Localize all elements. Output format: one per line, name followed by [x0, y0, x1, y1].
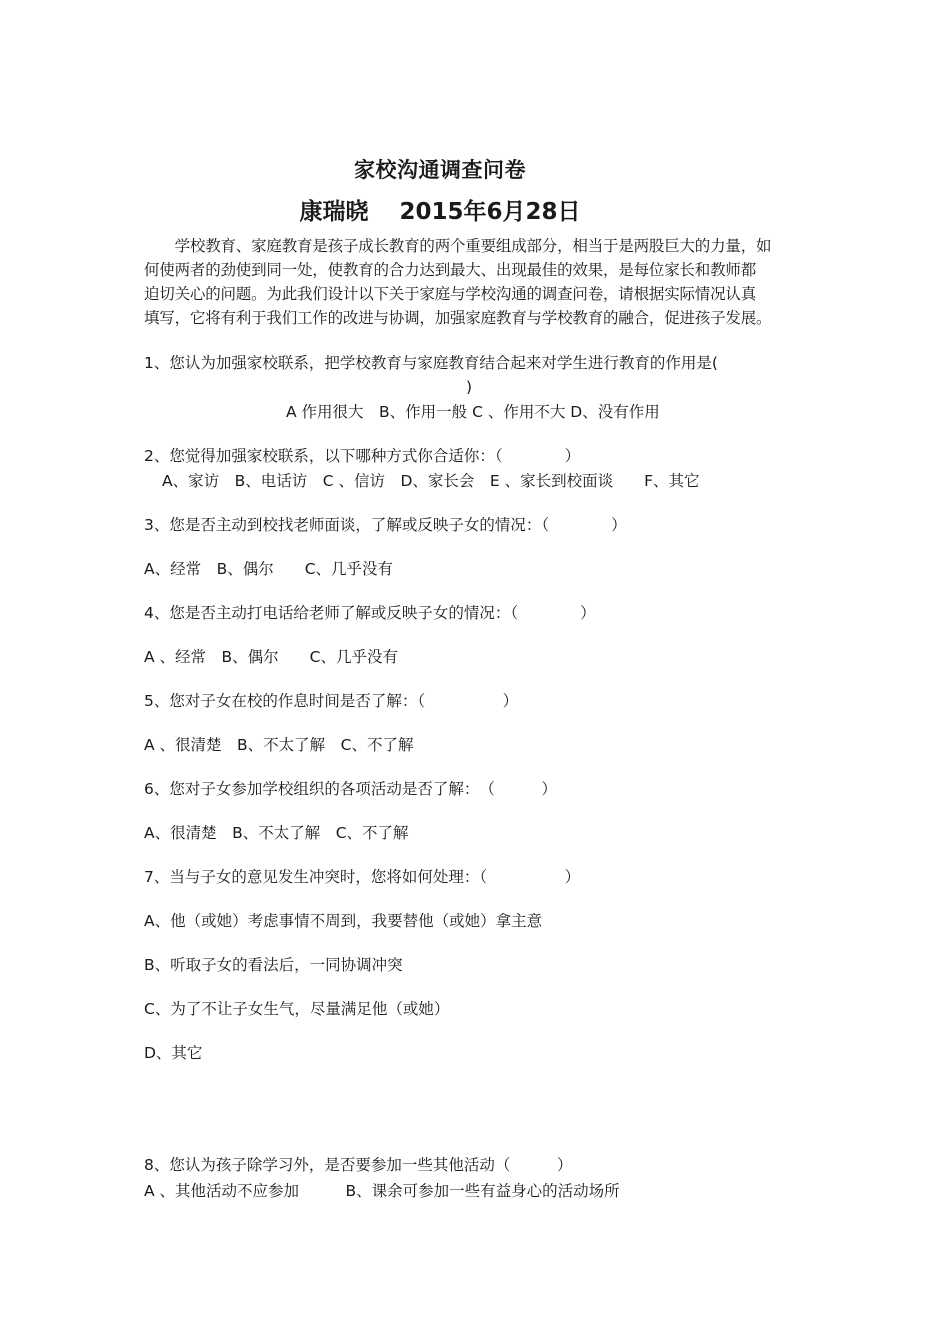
- document-author-date: 康瑞晓 2015年6月28日: [299, 199, 581, 225]
- question-8-options: A 、其他活动不应参加 B、课余可参加一些有益身心的活动场所: [144, 1182, 620, 1200]
- intro-line-3: 迫切关心的问题。为此我们设计以下关于家庭与学校沟通的调查问卷，请根据实际情况认真: [144, 285, 757, 303]
- question-7-option-b: B、听取子女的看法后，一同协调冲突: [144, 956, 403, 974]
- question-2-text: 2、您觉得加强家校联系，以下哪种方式你合适你：（ ）: [144, 447, 581, 465]
- question-1-text: 1、您认为加强家校联系，把学校教育与家庭教育结合起来对学生进行教育的作用是(: [144, 354, 718, 372]
- question-7-option-d: D、其它: [144, 1044, 203, 1062]
- question-7-text: 7、当与子女的意见发生冲突时，您将如何处理：（ ）: [144, 868, 581, 886]
- intro-line-2: 何使两者的劲使到同一处，使教育的合力达到最大、出现最佳的效果，是每位家长和教师都: [144, 261, 757, 279]
- question-5-options: A 、很清楚 B、不太了解 C、不了解: [144, 736, 414, 754]
- question-1-options: A 作用很大 B、作用一般 C 、作用不大 D、没有作用: [286, 403, 660, 421]
- question-2-options: A、家访 B、电话访 C 、信访 D、家长会 E 、家长到校面谈 F、其它: [162, 472, 700, 490]
- question-4-text: 4、您是否主动打电话给老师了解或反映子女的情况：（ ）: [144, 604, 596, 622]
- question-3-text: 3、您是否主动到校找老师面谈，了解或反映子女的情况：（ ）: [144, 516, 627, 534]
- document-title: 家校沟通调查问卷: [354, 158, 526, 182]
- intro-line-1: 学校教育、家庭教育是孩子成长教育的两个重要组成部分，相当于是两股巨大的力量，如: [144, 237, 772, 255]
- intro-line-4: 填写，它将有利于我们工作的改进与协调，加强家庭教育与学校教育的融合，促进孩子发展。: [144, 309, 772, 327]
- question-3-options: A、经常 B、偶尔 C、几乎没有: [144, 560, 394, 578]
- question-4-options: A 、经常 B、偶尔 C、几乎没有: [144, 648, 398, 666]
- question-7-option-c: C、为了不让子女生气，尽量满足他（或她）: [144, 1000, 450, 1018]
- question-5-text: 5、您对子女在校的作息时间是否了解：（ ）: [144, 692, 519, 710]
- question-6-text: 6、您对子女参加学校组织的各项活动是否了解： （ ）: [144, 780, 557, 798]
- question-6-options: A、很清楚 B、不太了解 C、不了解: [144, 824, 409, 842]
- question-7-option-a: A、他（或她）考虑事情不周到，我要替他（或她）拿主意: [144, 912, 543, 930]
- question-8-text: 8、您认为孩子除学习外，是否要参加一些其他活动（ ）: [144, 1156, 573, 1174]
- question-1-text-cont: ): [466, 378, 473, 396]
